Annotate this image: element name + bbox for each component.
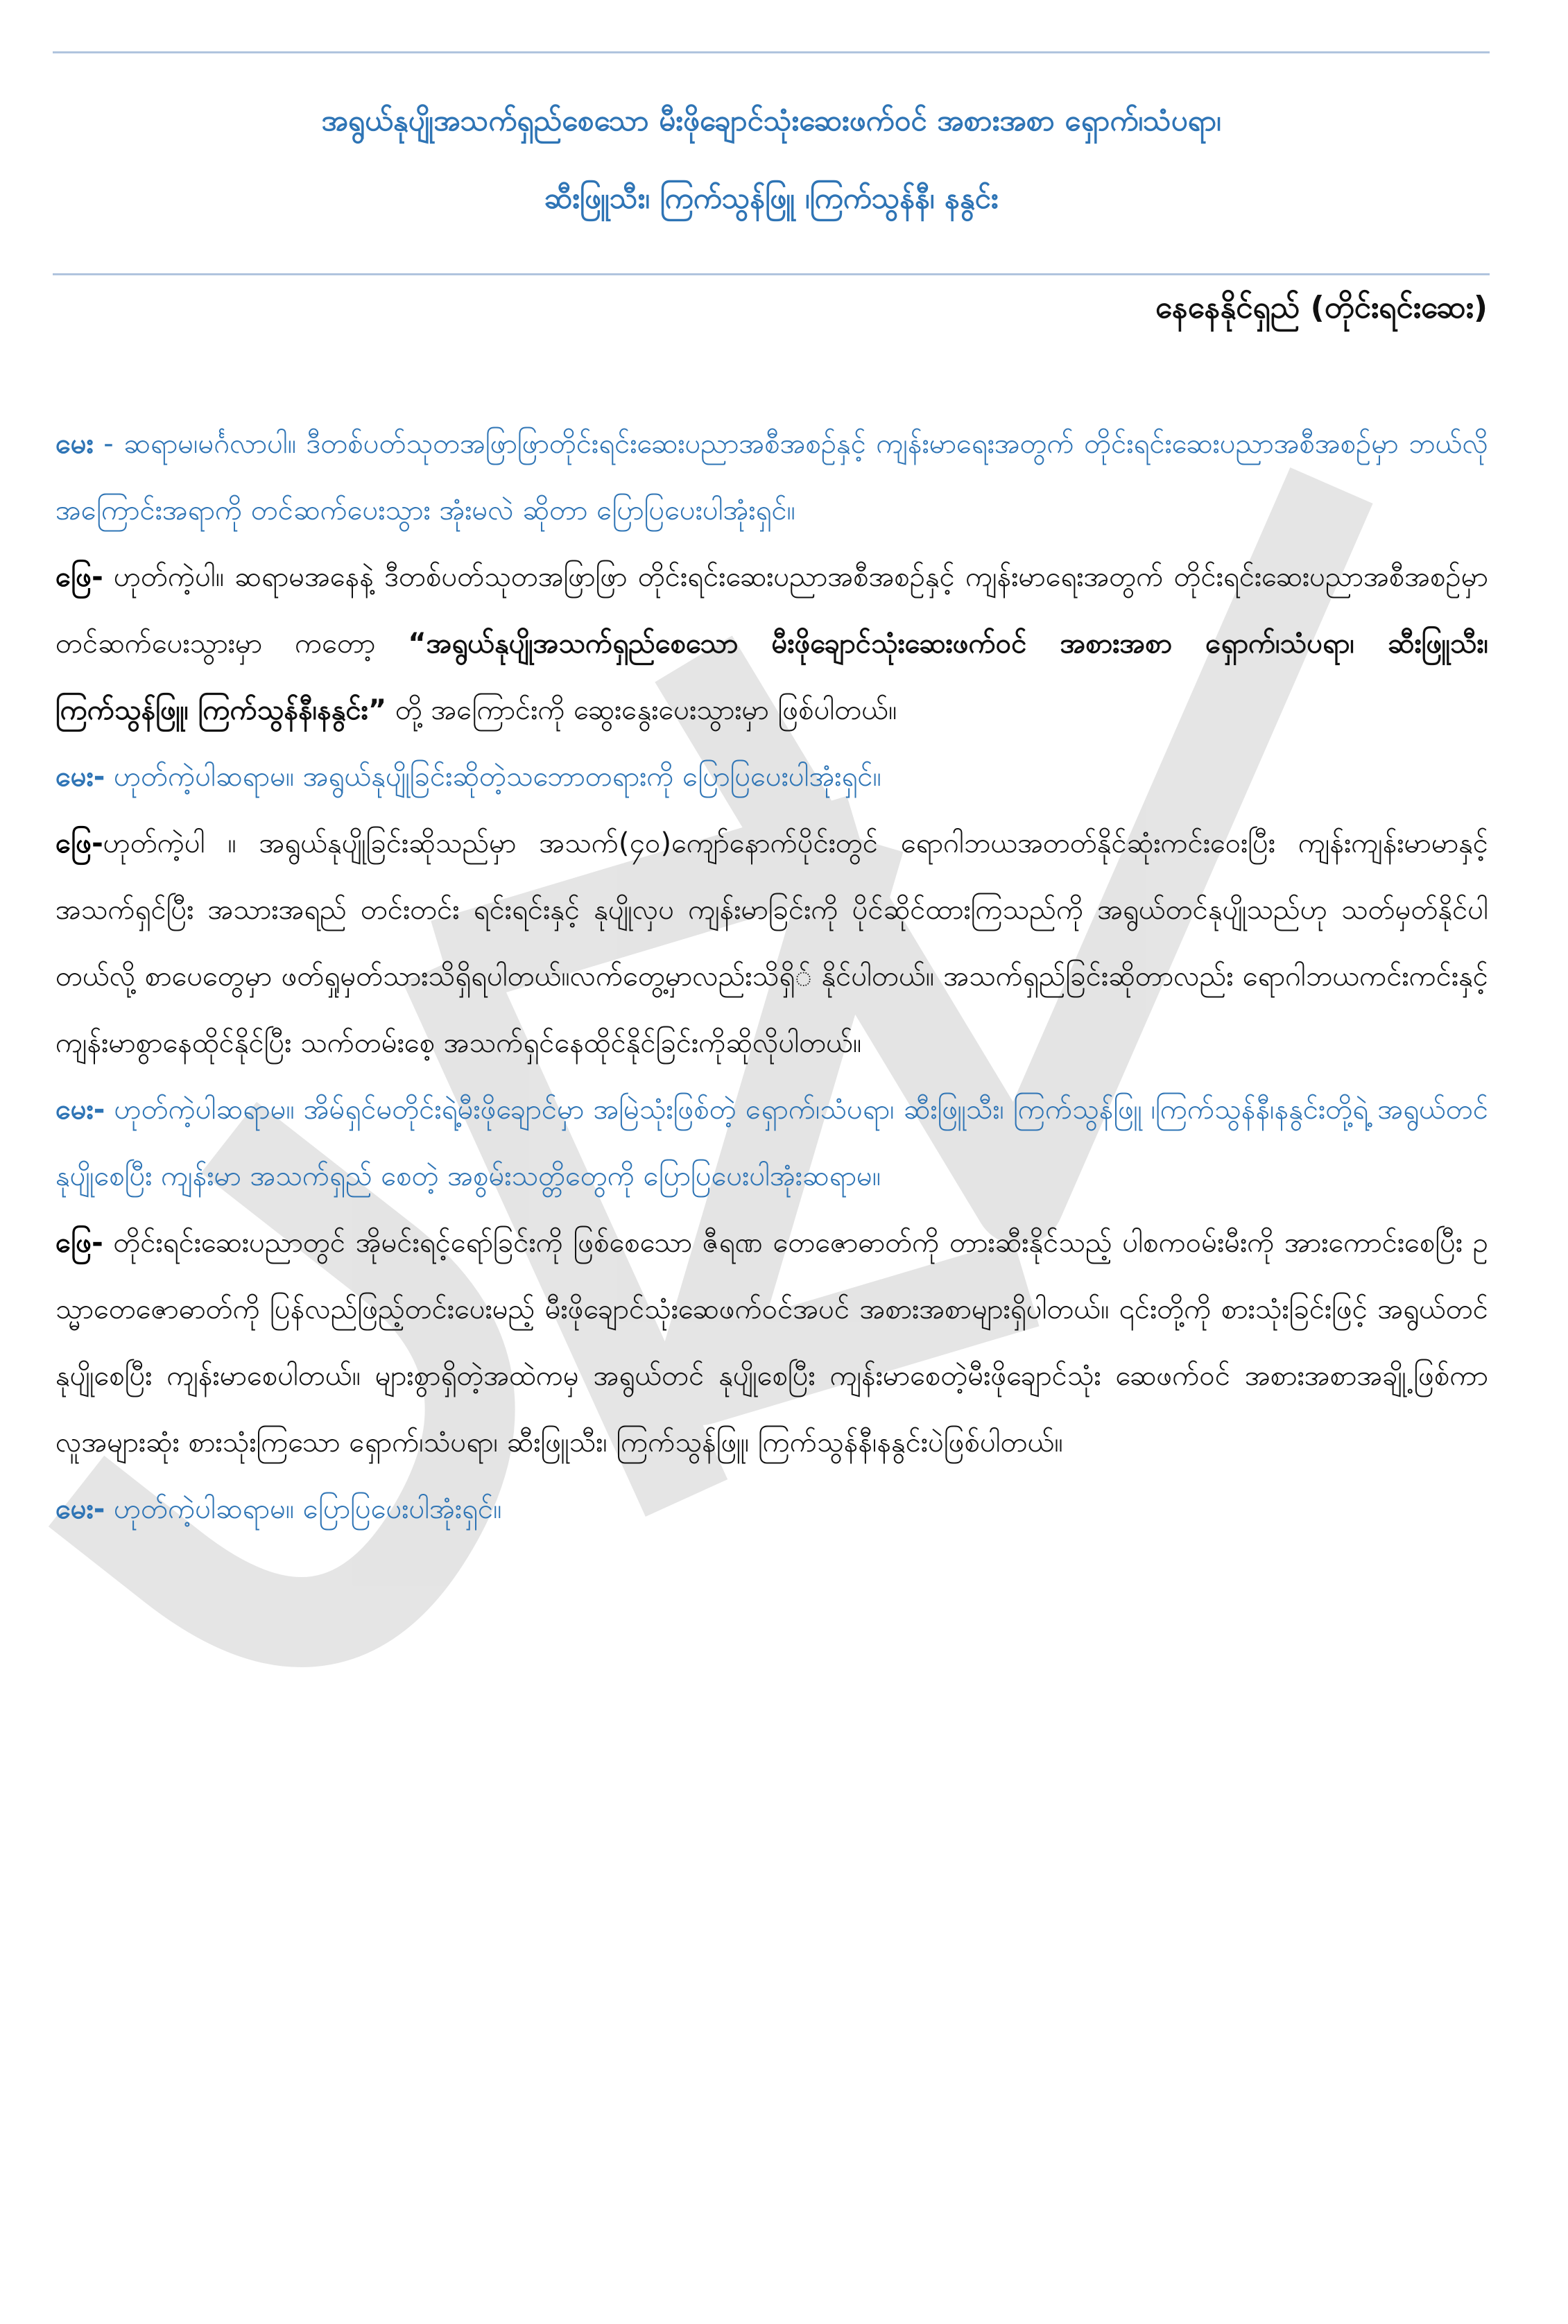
question-paragraph-4 bbox=[55, 1476, 1488, 1542]
page-title bbox=[53, 82, 1490, 237]
question-text: ဟုတ်ကဲ့ပါဆရာမ။ အရွယ်နုပျိုခြင်းဆိုတဲ့သဘောတရားကို ပြောပြပေးပါအုံးရှင်။ bbox=[105, 761, 881, 793]
answer-text: ဟုတ်ကဲ့ပါ။ ဆရာမအနေနဲ့ ဒီတစ်ပတ်သုတအဖြာဖြာ တိုင်းရင်းဆေးပညာအစီအစဉ်နှင့် ကျန်းမာရေးအတွက် တိုင်းရင်းဆေးပညာအစီအစဉ်မှာ တင်ဆက်ပေးသွားမှာ ကတော့ bbox=[55, 561, 1488, 660]
answer-label: ဖြေ- bbox=[55, 827, 103, 859]
question-label: မေး- bbox=[55, 1094, 105, 1126]
answer-paragraph-3 bbox=[55, 1210, 1488, 1476]
answer-label: ဖြေ- bbox=[55, 1227, 103, 1259]
question-label: မေး- bbox=[55, 761, 105, 793]
question-paragraph-3 bbox=[55, 1076, 1488, 1210]
answer-text: ဟုတ်ကဲ့ပါ ။ အရွယ်နုပျိုခြင်းဆိုသည်မှာ အသက်(၄၀)ကျော်နောက်ပိုင်းတွင် ရောဂါဘယအတတ်နိုင်ဆုံးကင်းဝေးပြီး ကျန်းကျန်းမာမာနှင့် အသက်ရှင်ပြီး အသားအရည် တင်းတင်း ရင်းရင်းနှင့် နုပျိုလှပ ကျန်းမာခြင်းကို ပိုင်ဆိုင်ထားကြသည်ကို အရွယ်တင်နုပျိုသည်ဟု သတ်မှတ်နိုင်ပါတယ်လို့ စာပေတွေမှာ ဖတ်ရှုမှတ်သားသိရှိရပါတယ်။လက်တွေ့မှာလည်းသိရှိ် နိုင်ပါတယ်။ အသက်ရှည်ခြင်းဆိုတာလည်း ရောဂါဘယကင်းကင်းနှင့် ကျန်းမာစွာနေထိုင်နိုင်ပြီး သက်တမ်းစေ့ အသက်ရှင်နေထိုင်နိုင်ခြင်းကိုဆိုလိုပါတယ်။ bbox=[55, 827, 1488, 1059]
question-label: မေး bbox=[55, 428, 94, 460]
answer-text-end: တို့ အကြောင်းကို ဆွေးနွေးပေးသွားမှာ ဖြစ်ပါတယ်။ bbox=[386, 694, 897, 726]
top-divider bbox=[53, 51, 1490, 53]
question-text: ဟုတ်ကဲ့ပါဆရာမ။ ပြောပြပေးပါအုံးရှင်။ bbox=[105, 1493, 502, 1525]
title-divider bbox=[53, 273, 1490, 275]
answer-paragraph-1 bbox=[55, 544, 1488, 743]
title-line-2: ဆီးဖြူသီး၊ ကြက်သွန်ဖြူ ၊ကြက်သွန်နီ၊ နနွင်း bbox=[544, 181, 999, 215]
qa-body bbox=[55, 411, 1488, 1542]
answer-paragraph-2 bbox=[55, 810, 1488, 1076]
answer-text: တိုင်းရင်းဆေးပညာတွင် အိုမင်းရင့်ရော်ခြင်းကို ဖြစ်စေသော ဇီရဏ တေဇောဓာတ်ကို တားဆီးနိုင်သည့် ပါစကဝမ်းမီးကို အားကောင်းစေပြီး ဥသ္မာတေဇောဓာတ်ကို ပြန်လည်ဖြည့်တင်းပေးမည့် မီးဖိုချောင်သုံးဆေဖက်ဝင်အပင် အစားအစာများရှိပါတယ်။ ၎င်းတို့ကို စားသုံးခြင်းဖြင့် အရွယ်တင်နုပျိုစေပြီး ကျန်းမာစေပါတယ်။ များစွာရှိတဲ့အထဲကမှ အရွယ်တင် နုပျိုစေပြီး ကျန်းမာစေတဲ့မီးဖိုချောင်သုံး ဆေဖက်ဝင် အစားအစာအချို့ဖြစ်ကာ လူအများဆုံး စားသုံးကြသော ရှောက်၊သံပရာ၊ ဆီးဖြူသီး၊ ကြက်သွန်ဖြူ၊ ကြက်သွန်နီ၊နနွင်းပဲဖြစ်ပါတယ်။ bbox=[55, 1227, 1488, 1458]
question-text: - ဆရာမ၊မင်္ဂလာပါ။ ဒီတစ်ပတ်သုတအဖြာဖြာတိုင်းရင်းဆေးပညာအစီအစဉ်နှင့် ကျန်းမာရေးအတွက် တိုင်းရင်းဆေးပညာအစီအစဉ်မှာ ဘယ်လိုအကြောင်းအရာကို တင်ဆက်ပေးသွား အုံးမလဲ ဆိုတာ ပြောပြပေးပါအုံးရှင်။ bbox=[55, 428, 1488, 526]
question-paragraph-1 bbox=[55, 411, 1488, 544]
question-text: ဟုတ်ကဲ့ပါဆရာမ။ အိမ်ရှင်မတိုင်းရဲ့မီးဖိုချောင်မှာ အမြဲသုံးဖြစ်တဲ့ ရှောက်၊သံပရာ၊ ဆီးဖြူသီး၊ ကြက်သွန်ဖြူ ၊ကြက်သွန်နီ၊နနွင်းတို့ရဲ့ အရွယ်တင်နုပျိုစေပြီး ကျန်းမာ အသက်ရှည် စေတဲ့ အစွမ်းသတ္တိတွေကို ပြောပြပေးပါအုံးဆရာမ။ bbox=[55, 1094, 1488, 1192]
author-byline: နေနေနိုင်ရှည် (တိုင်းရင်းဆေး) bbox=[1155, 290, 1488, 325]
answer-highlight: “အရွယ်နုပျိုအသက်ရှည်စေသော မီးဖိုချောင်သုံးဆေးဖက်ဝင် အစားအစာ ရှောက်၊သံပရာ၊ ဆီးဖြူသီး၊ ကြက်သွန်ဖြူ၊ ကြက်သွန်နီ၊နနွင်း” bbox=[55, 628, 1488, 726]
title-line-1: အရွယ်နုပျိုအသက်ရှည်စေသော မီးဖိုချောင်သုံးဆေးဖက်ဝင် အစားအစာ ရှောက်၊သံပရာ၊ bbox=[321, 103, 1221, 137]
question-paragraph-2 bbox=[55, 743, 1488, 810]
answer-label: ဖြေ- bbox=[55, 561, 103, 593]
question-label: မေး- bbox=[55, 1493, 105, 1525]
